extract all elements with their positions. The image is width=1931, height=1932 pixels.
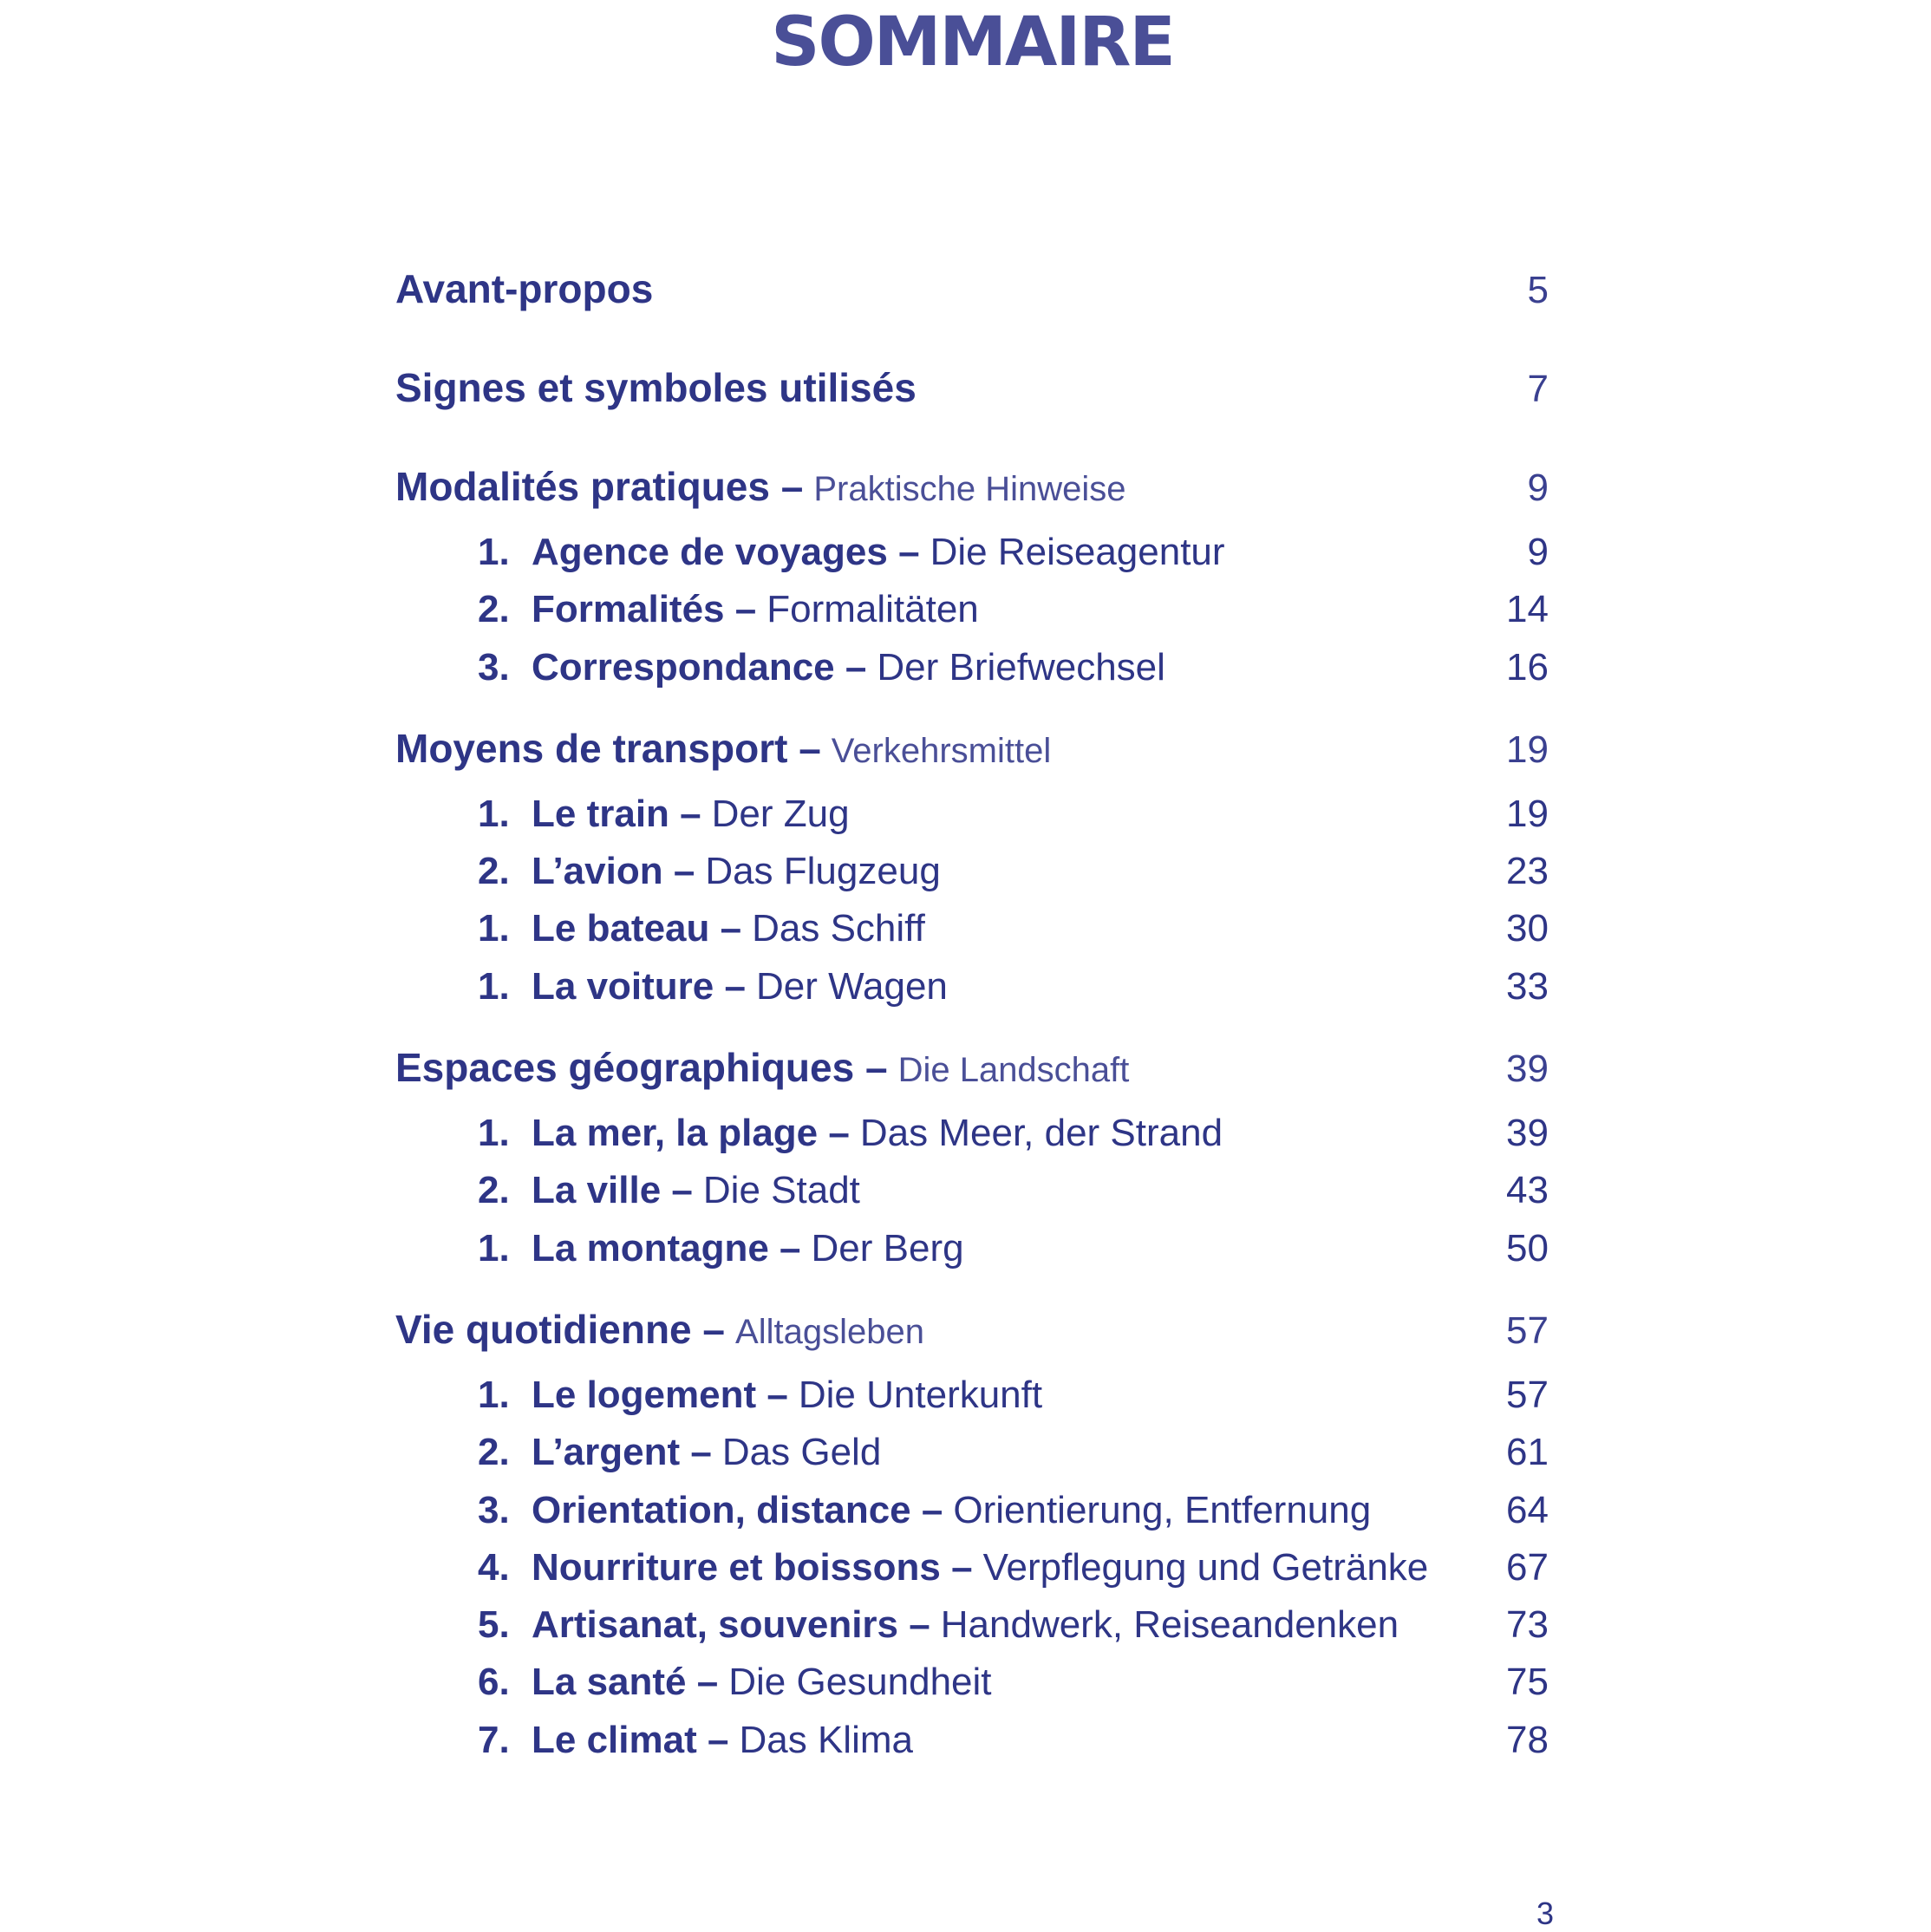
folio-page-number: 3 xyxy=(1536,1896,1555,1931)
entry-title: Avant-propos xyxy=(395,266,654,311)
item-number: 1. xyxy=(478,1112,510,1155)
subsection-list xyxy=(395,793,1549,1022)
item-number: 6. xyxy=(478,1661,510,1704)
page-number: 33 xyxy=(1506,964,1549,1008)
item-title-de: Verpflegung und Getränke xyxy=(982,1545,1429,1589)
item-number: 1. xyxy=(478,1226,510,1270)
item-title-fr: La santé – xyxy=(532,1661,719,1704)
page-number: 14 xyxy=(1506,588,1549,631)
item-number: 7. xyxy=(478,1718,510,1761)
subsection-item[interactable] xyxy=(395,1374,1549,1431)
page-title: SOMMAIRE xyxy=(771,3,1174,82)
subsection-item[interactable] xyxy=(395,1489,1549,1546)
item-title-de: Der Wagen xyxy=(756,964,948,1008)
page-number: 30 xyxy=(1506,907,1549,950)
page-number: 43 xyxy=(1506,1169,1549,1212)
subsection-list xyxy=(395,1374,1549,1776)
item-title-de: Formalitäten xyxy=(767,588,979,631)
page-number: 19 xyxy=(1506,728,1549,771)
section-title-fr: Modalités pratiques – xyxy=(395,464,804,509)
section-title-de: Verkehrsmittel xyxy=(831,731,1052,770)
page-number: 75 xyxy=(1506,1661,1549,1704)
page-number: 78 xyxy=(1506,1718,1549,1761)
toc-section-vie-quotidienne xyxy=(395,1306,1549,1776)
section-heading[interactable] xyxy=(395,725,1549,780)
item-title-de: Die Reiseagentur xyxy=(930,531,1225,573)
item-title-de: Das Meer, der Strand xyxy=(859,1112,1223,1155)
item-title-fr: Nourriture et boissons – xyxy=(532,1545,973,1589)
item-title-fr: Le train – xyxy=(532,792,701,835)
item-number: 5. xyxy=(478,1603,510,1647)
item-title-de: Das Klima xyxy=(739,1718,913,1761)
subsection-item[interactable] xyxy=(395,1112,1549,1169)
page-number: 39 xyxy=(1506,1112,1549,1155)
item-number: 1. xyxy=(478,964,510,1008)
item-title-de: Das Geld xyxy=(721,1431,882,1474)
item-title-de: Die Unterkunft xyxy=(798,1373,1043,1416)
page-number: 64 xyxy=(1506,1488,1549,1531)
page-number: 39 xyxy=(1506,1048,1549,1091)
toc-entry-avant-propos[interactable] xyxy=(395,265,1549,321)
item-title-fr: Le climat – xyxy=(532,1718,729,1761)
section-title-fr: Moyens de transport – xyxy=(395,725,821,771)
toc-section-modalites xyxy=(395,463,1549,703)
item-title-fr: Orientation, distance – xyxy=(532,1488,943,1531)
item-number: 1. xyxy=(478,907,510,950)
item-number: 1. xyxy=(478,792,510,835)
item-title-fr: La montagne – xyxy=(532,1226,801,1270)
item-number: 1. xyxy=(478,531,510,573)
item-title-de: Das Flugzeug xyxy=(705,850,941,893)
subsection-item[interactable] xyxy=(395,1546,1549,1603)
item-title-fr: L’argent – xyxy=(532,1431,712,1474)
subsection-item[interactable] xyxy=(395,1661,1549,1718)
section-title-de: Die Landschaft xyxy=(897,1051,1130,1090)
section-title-fr: Vie quotidienne – xyxy=(395,1306,726,1352)
item-title-fr: La mer, la plage – xyxy=(532,1112,850,1155)
item-title-fr: Artisanat, souvenirs – xyxy=(532,1603,930,1647)
subsection-item[interactable] xyxy=(395,850,1549,907)
section-title-fr: Espaces géographiques – xyxy=(395,1045,888,1091)
item-number: 1. xyxy=(478,1373,510,1416)
subsection-item[interactable] xyxy=(395,965,1549,1022)
page-number: 67 xyxy=(1506,1545,1549,1589)
table-of-contents xyxy=(395,265,1549,1798)
subsection-item[interactable] xyxy=(395,1169,1549,1226)
section-title-de: Alltagsleben xyxy=(735,1312,924,1351)
page-number: 19 xyxy=(1506,792,1549,835)
page-number: 5 xyxy=(1527,269,1549,311)
item-number: 4. xyxy=(478,1545,510,1589)
page-number: 61 xyxy=(1506,1431,1549,1474)
subsection-item[interactable] xyxy=(395,1431,1549,1488)
item-title-de: Orientierung, Entfernung xyxy=(953,1488,1372,1531)
page-number: 73 xyxy=(1506,1603,1549,1647)
subsection-item[interactable] xyxy=(395,1227,1549,1284)
subsection-item[interactable] xyxy=(395,1719,1549,1776)
section-heading[interactable] xyxy=(395,1306,1549,1361)
item-title-de: Die Stadt xyxy=(702,1169,860,1212)
item-number: 2. xyxy=(478,1169,510,1212)
item-title-de: Der Briefwechsel xyxy=(877,645,1165,689)
subsection-list xyxy=(395,531,1549,703)
item-number: 2. xyxy=(478,850,510,893)
subsection-item[interactable] xyxy=(395,588,1549,645)
item-title-de: Der Zug xyxy=(711,792,850,835)
page-number: 7 xyxy=(1527,368,1549,410)
item-title-fr: Le bateau – xyxy=(532,907,742,950)
item-title-fr: La voiture – xyxy=(532,964,746,1008)
page-number: 9 xyxy=(1527,531,1549,573)
item-title-de: Die Gesundheit xyxy=(728,1661,992,1704)
subsection-item[interactable] xyxy=(395,1603,1549,1661)
page-number: 16 xyxy=(1506,645,1549,689)
item-number: 3. xyxy=(478,1488,510,1531)
subsection-item[interactable] xyxy=(395,646,1549,703)
item-number: 2. xyxy=(478,588,510,631)
section-heading[interactable] xyxy=(395,1044,1549,1100)
item-number: 3. xyxy=(478,645,510,689)
subsection-item[interactable] xyxy=(395,907,1549,964)
item-title-de: Das Schiff xyxy=(752,907,925,950)
item-title-fr: L’avion – xyxy=(532,850,695,893)
item-title-fr: Agence de voyages – xyxy=(532,531,920,573)
entry-title: Signes et symboles utilisés xyxy=(395,365,917,410)
item-title-fr: Formalités – xyxy=(532,588,757,631)
page-number: 57 xyxy=(1506,1373,1549,1416)
toc-section-espaces xyxy=(395,1044,1549,1284)
item-title-de: Handwerk, Reiseandenken xyxy=(940,1603,1399,1647)
section-title-de: Praktische Hinweise xyxy=(813,470,1126,508)
toc-section-transport xyxy=(395,725,1549,1022)
page-number: 9 xyxy=(1527,467,1549,509)
item-number: 2. xyxy=(478,1431,510,1474)
item-title-fr: Le logement – xyxy=(532,1373,788,1416)
page-number: 23 xyxy=(1506,850,1549,893)
section-heading[interactable] xyxy=(395,463,1549,519)
subsection-item[interactable] xyxy=(395,793,1549,850)
page-number: 57 xyxy=(1506,1309,1549,1352)
item-title-fr: Correspondance – xyxy=(532,645,867,689)
toc-entry-signes-symboles[interactable] xyxy=(395,364,1549,420)
item-title-fr: La ville – xyxy=(532,1169,693,1212)
page-number: 50 xyxy=(1506,1226,1549,1270)
item-title-de: Der Berg xyxy=(811,1226,964,1270)
subsection-list xyxy=(395,1112,1549,1284)
subsection-item[interactable] xyxy=(395,531,1549,588)
